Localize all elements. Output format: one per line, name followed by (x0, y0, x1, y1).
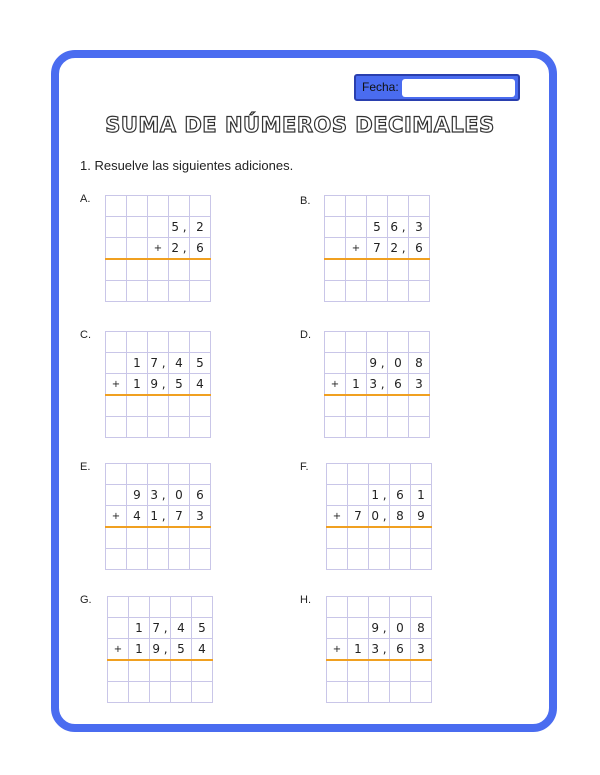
digit-cell: 1 (346, 374, 367, 396)
problem-label: C. (80, 329, 91, 341)
plus-sign: + (327, 639, 348, 661)
answer-cell[interactable] (388, 417, 409, 438)
grid-cell (106, 332, 127, 353)
addition-grid (326, 596, 432, 703)
date-input[interactable] (402, 79, 515, 97)
plus-sign: + (346, 238, 367, 260)
plus-sign: + (106, 374, 127, 396)
problem-label: D. (300, 329, 311, 341)
grid-cell (148, 217, 169, 238)
answer-cell[interactable] (348, 527, 369, 549)
answer-cell[interactable] (171, 682, 192, 703)
digit-cell: 0 , (369, 506, 390, 528)
answer-cell[interactable] (325, 395, 346, 417)
digit-cell: 6 (388, 374, 409, 396)
answer-cell[interactable] (369, 549, 390, 570)
answer-cell[interactable] (129, 682, 150, 703)
answer-cell[interactable] (106, 281, 127, 302)
answer-cell[interactable] (150, 682, 171, 703)
digit-cell: 7 (348, 506, 369, 528)
answer-cell[interactable] (148, 281, 169, 302)
answer-cell[interactable] (409, 281, 430, 302)
answer-cell[interactable] (190, 527, 211, 549)
digit-cell: 8 (390, 506, 411, 528)
digit-cell: 1 (127, 374, 148, 396)
answer-cell[interactable] (411, 682, 432, 703)
digit-cell: 1 (129, 639, 150, 661)
answer-cell[interactable] (148, 395, 169, 417)
digit-cell: 7 , (150, 618, 171, 639)
page-title: SUMA DE NÚMEROS DECIMALES (105, 113, 495, 137)
digit-cell: 5 (367, 217, 388, 238)
answer-cell[interactable] (129, 660, 150, 682)
answer-cell[interactable] (367, 259, 388, 281)
answer-cell[interactable] (325, 281, 346, 302)
answer-cell[interactable] (411, 527, 432, 549)
plus-sign: + (108, 639, 129, 661)
digit-cell: 6 (190, 485, 211, 506)
grid-cell (369, 597, 390, 618)
grid-cell (367, 196, 388, 217)
digit-cell: 8 (411, 618, 432, 639)
answer-cell[interactable] (148, 259, 169, 281)
answer-cell[interactable] (127, 417, 148, 438)
date-box (354, 74, 520, 101)
digit-cell: 0 (169, 485, 190, 506)
grid-cell (390, 597, 411, 618)
grid-cell (127, 464, 148, 485)
digit-cell: 3 (411, 639, 432, 661)
answer-cell[interactable] (346, 395, 367, 417)
date-label: Fecha: (362, 80, 399, 94)
digit-cell: 6 (390, 485, 411, 506)
plus-sign: + (327, 506, 348, 528)
digit-cell: 1 (127, 353, 148, 374)
grid-cell (325, 196, 346, 217)
digit-cell: 6 (190, 238, 211, 260)
digit-cell: 9 , (150, 639, 171, 661)
digit-cell: 6 , (388, 217, 409, 238)
grid-cell (367, 332, 388, 353)
answer-cell[interactable] (148, 527, 169, 549)
answer-cell[interactable] (190, 417, 211, 438)
answer-cell[interactable] (108, 660, 129, 682)
answer-cell[interactable] (148, 417, 169, 438)
answer-cell[interactable] (390, 660, 411, 682)
answer-cell[interactable] (192, 682, 213, 703)
answer-cell[interactable] (169, 527, 190, 549)
addition-grid (105, 331, 211, 438)
digit-cell: 9 , (369, 618, 390, 639)
answer-cell[interactable] (348, 660, 369, 682)
answer-cell[interactable] (106, 549, 127, 570)
answer-cell[interactable] (325, 417, 346, 438)
problem-label: F. (300, 461, 309, 473)
grid-cell (192, 597, 213, 618)
grid-cell (327, 485, 348, 506)
answer-cell[interactable] (390, 549, 411, 570)
answer-cell[interactable] (106, 527, 127, 549)
addition-grid (105, 463, 211, 570)
problem-label: E. (80, 461, 91, 473)
answer-cell[interactable] (106, 395, 127, 417)
answer-cell[interactable] (409, 259, 430, 281)
grid-cell (325, 332, 346, 353)
grid-cell (106, 464, 127, 485)
answer-cell[interactable] (367, 281, 388, 302)
grid-cell (348, 485, 369, 506)
grid-cell (325, 217, 346, 238)
grid-cell (148, 464, 169, 485)
digit-cell: 5 (171, 639, 192, 661)
answer-cell[interactable] (346, 417, 367, 438)
digit-cell: 2 , (388, 238, 409, 260)
digit-cell: 4 (169, 353, 190, 374)
answer-cell[interactable] (388, 281, 409, 302)
grid-cell (388, 196, 409, 217)
problem-label: G. (80, 594, 92, 606)
digit-cell: 1 (129, 618, 150, 639)
addition-grid (107, 596, 213, 703)
grid-cell (190, 196, 211, 217)
grid-cell (348, 618, 369, 639)
answer-cell[interactable] (390, 682, 411, 703)
grid-cell (327, 618, 348, 639)
digit-cell: 4 (127, 506, 148, 528)
digit-cell: 9 , (367, 353, 388, 374)
digit-cell: 5 (192, 618, 213, 639)
grid-cell (169, 464, 190, 485)
addition-grid (105, 195, 211, 302)
digit-cell: 7 (367, 238, 388, 260)
instruction-text: 1. Resuelve las siguientes adiciones. (80, 158, 294, 173)
answer-cell[interactable] (346, 281, 367, 302)
digit-cell: 9 (411, 506, 432, 528)
grid-cell (388, 332, 409, 353)
digit-cell: 0 (390, 618, 411, 639)
answer-cell[interactable] (169, 259, 190, 281)
digit-cell: 2 (190, 217, 211, 238)
answer-cell[interactable] (169, 281, 190, 302)
grid-cell (390, 464, 411, 485)
grid-cell (150, 597, 171, 618)
addition-grid (324, 195, 430, 302)
answer-cell[interactable] (369, 682, 390, 703)
grid-cell (190, 464, 211, 485)
answer-cell[interactable] (327, 527, 348, 549)
digit-cell: 3 , (369, 639, 390, 661)
grid-cell (106, 196, 127, 217)
grid-cell (325, 238, 346, 260)
grid-cell (169, 332, 190, 353)
answer-cell[interactable] (171, 660, 192, 682)
plus-sign: + (106, 506, 127, 528)
digit-cell: 3 , (148, 485, 169, 506)
answer-cell[interactable] (190, 395, 211, 417)
answer-cell[interactable] (388, 259, 409, 281)
addition-grid (326, 463, 432, 570)
digit-cell: 1 , (369, 485, 390, 506)
grid-cell (348, 464, 369, 485)
answer-cell[interactable] (190, 259, 211, 281)
answer-cell[interactable] (190, 549, 211, 570)
grid-cell (106, 238, 127, 260)
grid-cell (106, 485, 127, 506)
grid-cell (409, 332, 430, 353)
answer-cell[interactable] (127, 527, 148, 549)
answer-cell[interactable] (169, 549, 190, 570)
answer-cell[interactable] (369, 660, 390, 682)
answer-cell[interactable] (369, 527, 390, 549)
digit-cell: 3 (409, 374, 430, 396)
answer-cell[interactable] (390, 527, 411, 549)
digit-cell: 3 (190, 506, 211, 528)
digit-cell: 9 , (148, 374, 169, 396)
digit-cell: 3 (409, 217, 430, 238)
grid-cell (148, 332, 169, 353)
answer-cell[interactable] (409, 395, 430, 417)
answer-cell[interactable] (150, 660, 171, 682)
digit-cell: 7 , (148, 353, 169, 374)
grid-cell (127, 238, 148, 260)
answer-cell[interactable] (148, 549, 169, 570)
digit-cell: 2 , (169, 238, 190, 260)
addition-grid (324, 331, 430, 438)
answer-cell[interactable] (327, 660, 348, 682)
digit-cell: 6 (409, 238, 430, 260)
answer-cell[interactable] (327, 549, 348, 570)
answer-cell[interactable] (388, 395, 409, 417)
digit-cell: 4 (190, 374, 211, 396)
answer-cell[interactable] (106, 417, 127, 438)
answer-cell[interactable] (409, 417, 430, 438)
digit-cell: 8 (409, 353, 430, 374)
grid-cell (325, 353, 346, 374)
grid-cell (327, 464, 348, 485)
grid-cell (348, 597, 369, 618)
digit-cell: 5 , (169, 217, 190, 238)
grid-cell (409, 196, 430, 217)
answer-cell[interactable] (348, 682, 369, 703)
answer-cell[interactable] (367, 395, 388, 417)
answer-cell[interactable] (192, 660, 213, 682)
answer-cell[interactable] (169, 395, 190, 417)
answer-cell[interactable] (127, 549, 148, 570)
answer-cell[interactable] (411, 549, 432, 570)
answer-cell[interactable] (106, 259, 127, 281)
grid-cell (127, 332, 148, 353)
digit-cell: 9 (127, 485, 148, 506)
problem-label: H. (300, 594, 311, 606)
digit-cell: 5 (190, 353, 211, 374)
answer-cell[interactable] (127, 259, 148, 281)
grid-cell (129, 597, 150, 618)
problem-label: A. (80, 193, 91, 205)
grid-cell (346, 196, 367, 217)
grid-cell (127, 196, 148, 217)
problem-label: B. (300, 195, 311, 207)
grid-cell (411, 464, 432, 485)
answer-cell[interactable] (348, 549, 369, 570)
answer-cell[interactable] (169, 417, 190, 438)
grid-cell (108, 618, 129, 639)
grid-cell (346, 353, 367, 374)
answer-cell[interactable] (127, 395, 148, 417)
grid-cell (169, 196, 190, 217)
digit-cell: 4 (171, 618, 192, 639)
digit-cell: 1 , (148, 506, 169, 528)
grid-cell (190, 332, 211, 353)
grid-cell (369, 464, 390, 485)
answer-cell[interactable] (190, 281, 211, 302)
grid-cell (106, 217, 127, 238)
grid-cell (127, 217, 148, 238)
digit-cell: 1 (348, 639, 369, 661)
answer-cell[interactable] (127, 281, 148, 302)
grid-cell (346, 332, 367, 353)
answer-cell[interactable] (108, 682, 129, 703)
digit-cell: 4 (192, 639, 213, 661)
digit-cell: 7 (169, 506, 190, 528)
plus-sign: + (325, 374, 346, 396)
digit-cell: 6 (390, 639, 411, 661)
grid-cell (148, 196, 169, 217)
answer-cell[interactable] (411, 660, 432, 682)
grid-cell (171, 597, 192, 618)
grid-cell (108, 597, 129, 618)
answer-cell[interactable] (325, 259, 346, 281)
digit-cell: 3 , (367, 374, 388, 396)
plus-sign: + (148, 238, 169, 260)
grid-cell (346, 217, 367, 238)
answer-cell[interactable] (367, 417, 388, 438)
answer-cell[interactable] (327, 682, 348, 703)
grid-cell (327, 597, 348, 618)
digit-cell: 1 (411, 485, 432, 506)
grid-cell (411, 597, 432, 618)
grid-cell (106, 353, 127, 374)
digit-cell: 5 (169, 374, 190, 396)
answer-cell[interactable] (346, 259, 367, 281)
digit-cell: 0 (388, 353, 409, 374)
